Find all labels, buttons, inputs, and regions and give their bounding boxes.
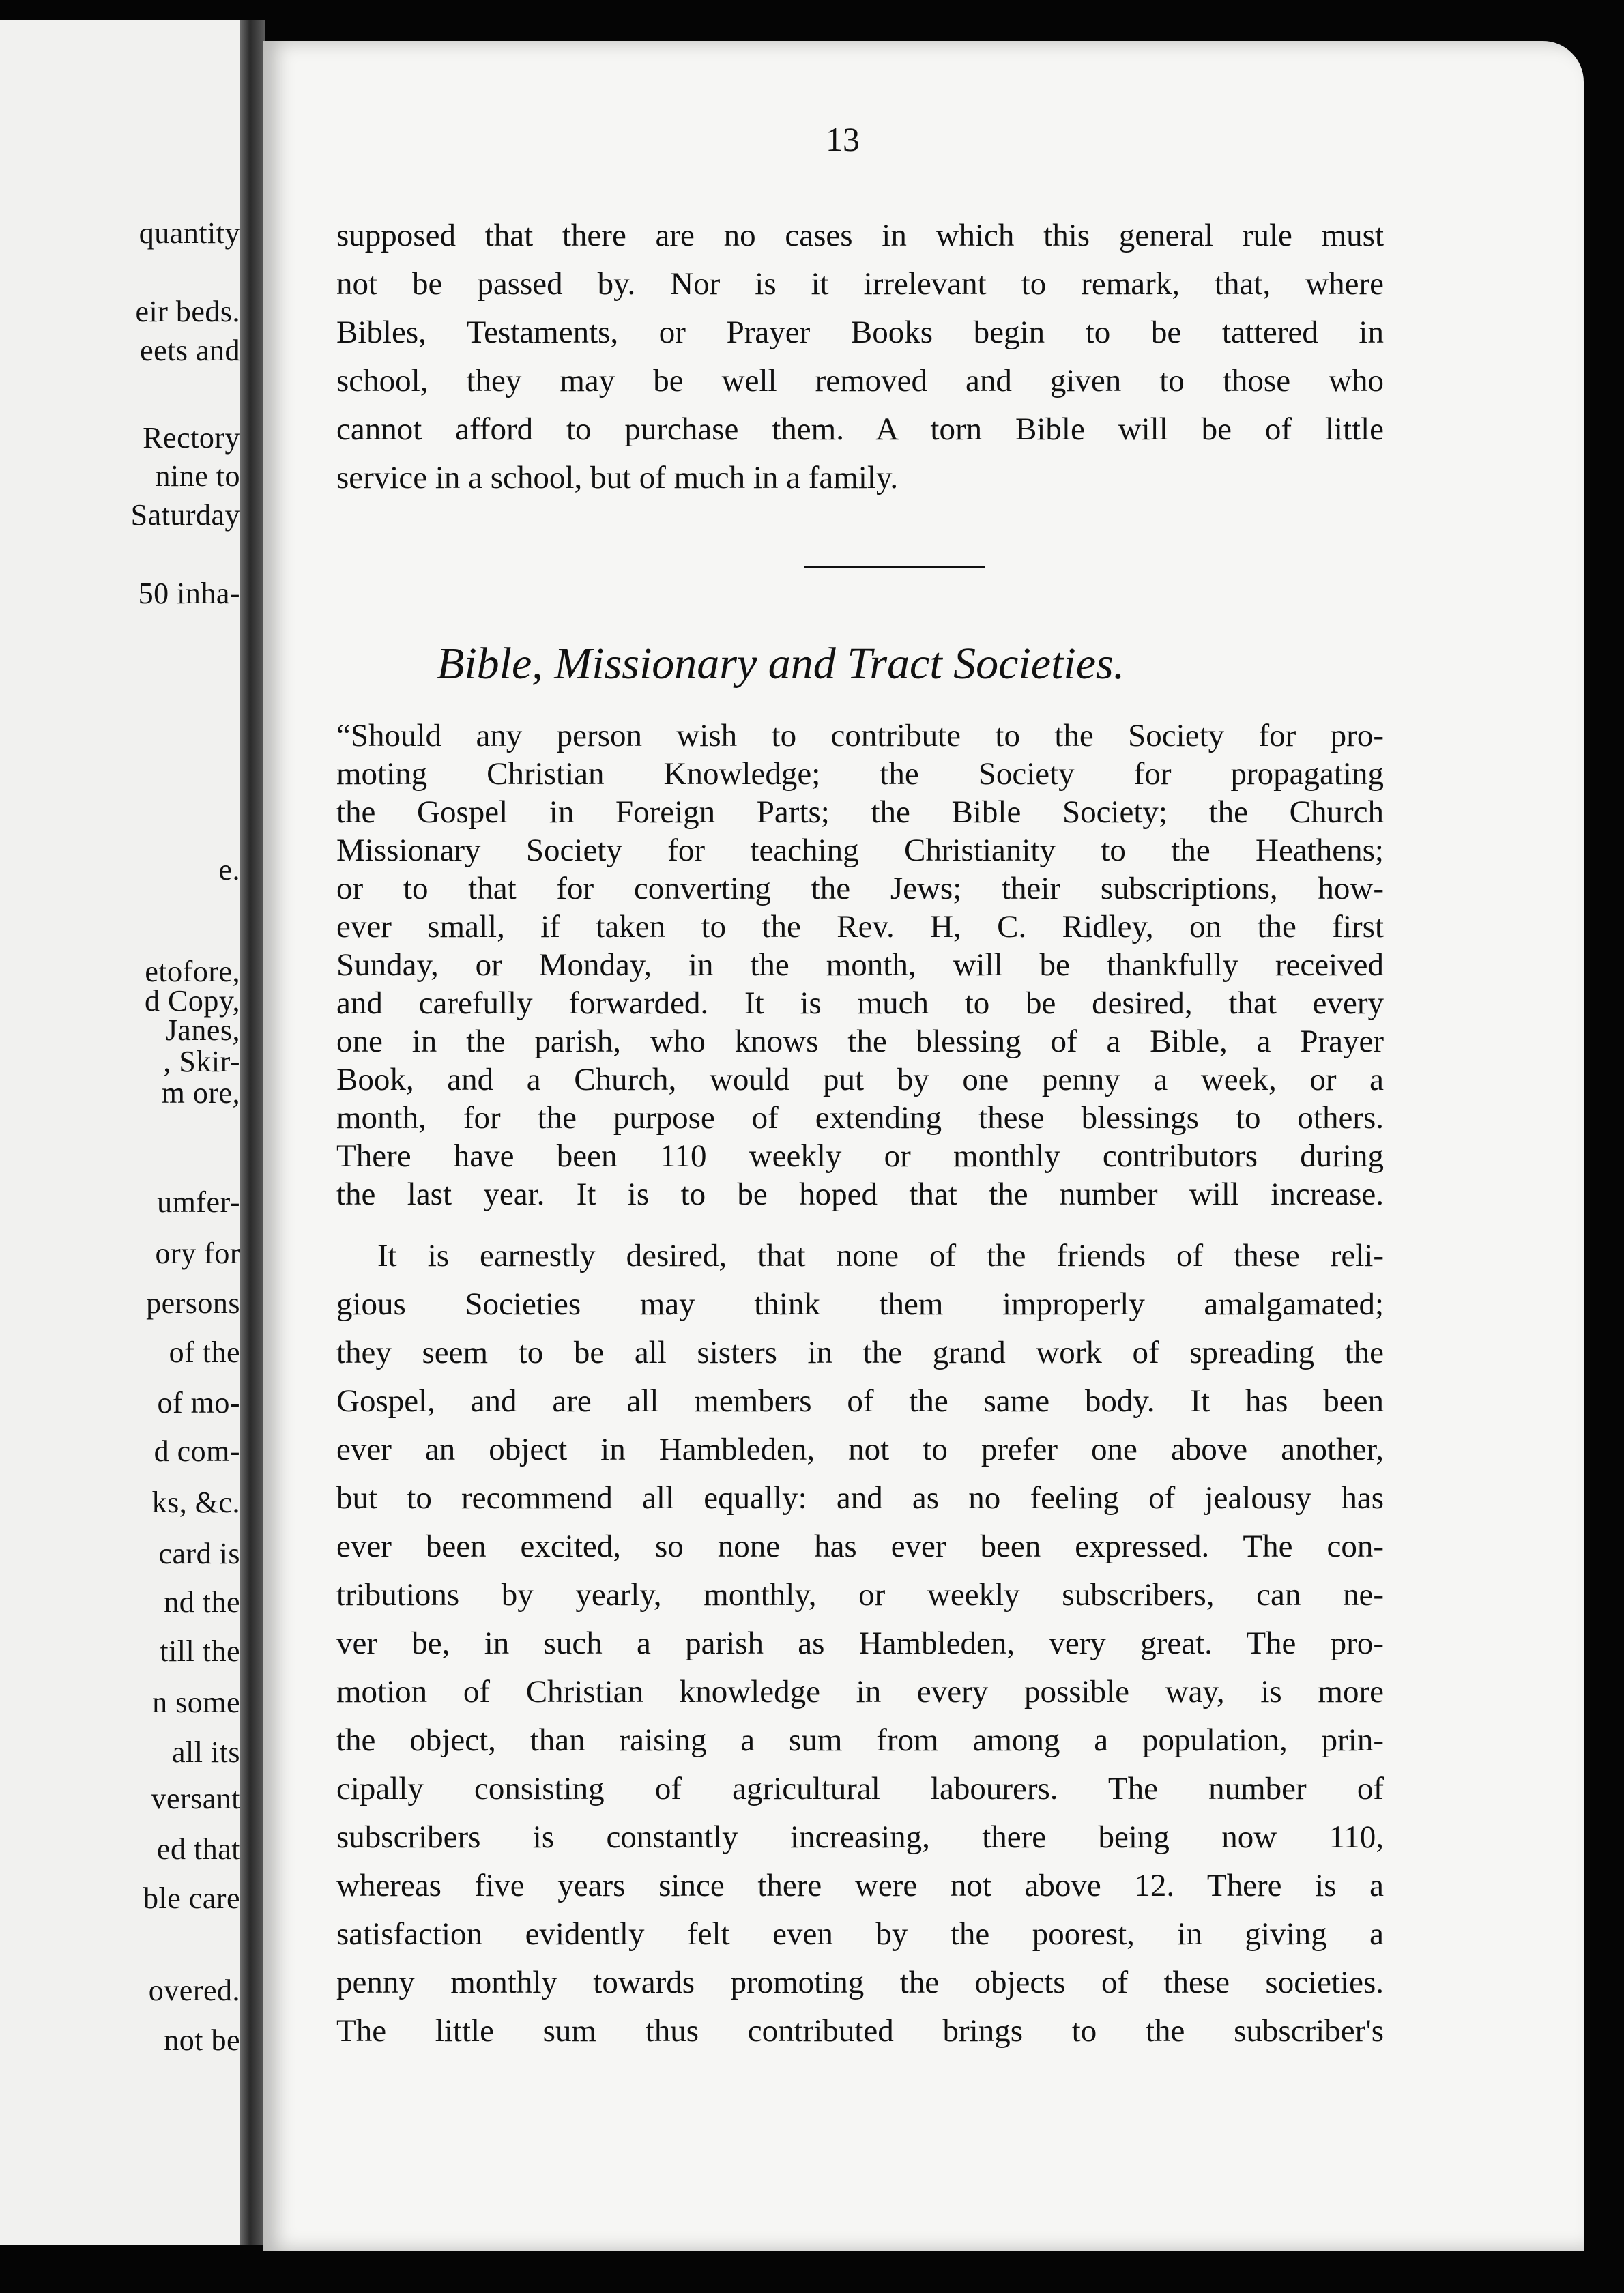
text-line: Book, and a Church, would put by one penny a week, or a [336, 1062, 1384, 1097]
left-page-line: quantity [139, 216, 240, 250]
text-line: ever small, if taken to the Rev. H, C. Ridley, on the first [336, 909, 1384, 944]
text-line: cannot afford to purchase them. A torn Bible will be of little [336, 412, 1384, 447]
left-page-line: overed. [148, 1974, 240, 2007]
left-page-line: ed that [156, 1832, 240, 1866]
text-line: month, for the purpose of extending these blessings to others. [336, 1100, 1384, 1136]
text-line: not be passed by. Nor is it irrelevant to remark, that, where [336, 266, 1384, 302]
left-page-line: of mo- [157, 1386, 240, 1419]
page-number: 13 [826, 120, 860, 158]
text-line: “Should any person wish to contribute to the Society for pro- [336, 718, 1384, 753]
text-line: or to that for converting the Jews; their subscriptions, how- [336, 871, 1384, 906]
book-gutter [240, 20, 265, 2245]
text-line: supposed that there are no cases in which this general rule must [336, 218, 1384, 253]
left-page [0, 20, 240, 2245]
left-page-line: persons [146, 1286, 240, 1320]
left-page-line: umfer- [157, 1185, 240, 1219]
left-page-line: ks, &c. [151, 1486, 240, 1519]
text-line: school, they may be well removed and given to those who [336, 363, 1384, 399]
left-page-line: nd the [164, 1585, 240, 1619]
left-page-line: eets and [140, 334, 240, 367]
text-line: the last year. It is to be hoped that the number will increase. [336, 1177, 1384, 1212]
text-line: ver be, in such a parish as Hambleden, very great. The pro- [336, 1626, 1384, 1661]
text-line: ever been excited, so none has ever been expressed. The con- [336, 1529, 1384, 1564]
left-page-line: ory for [155, 1237, 240, 1270]
text-line: the object, than raising a sum from among a population, prin- [336, 1722, 1384, 1758]
left-page-line: eir beds. [135, 295, 240, 328]
text-line: cipally consisting of agricultural labourers. The number of [336, 1771, 1384, 1806]
left-page-line: not be [164, 2023, 240, 2057]
text-line: Sunday, or Monday, in the month, will be thankfully received [336, 947, 1384, 983]
text-line: subscribers is constantly increasing, there being now 110, [336, 1819, 1384, 1855]
left-page-text [0, 20, 240, 2245]
text-line: service in a school, but of much in a family. [336, 460, 899, 495]
text-line: It is earnestly desired, that none of the friends of these reli- [377, 1238, 1384, 1273]
left-page-line: , Skir- [163, 1045, 240, 1078]
paragraph-1 [336, 212, 1384, 502]
left-page-line: d com- [154, 1434, 240, 1468]
left-page-line: m ore, [161, 1076, 240, 1110]
text-line: and carefully forwarded. It is much to be desired, that every [336, 985, 1384, 1021]
left-page-line: till the [160, 1634, 240, 1668]
text-line: one in the parish, who knows the blessing of a Bible, a Prayer [336, 1024, 1384, 1059]
left-page-line: e. [218, 853, 240, 886]
text-line: moting Christian Knowledge; the Society for propagating [336, 756, 1384, 792]
left-page-line: card is [158, 1537, 240, 1570]
paragraph-2 [336, 717, 1384, 1213]
left-page-line: etofore, [145, 955, 240, 988]
paragraph-3 [336, 1232, 1384, 2056]
text-line: they seem to be all sisters in the grand work of spreading the [336, 1335, 1384, 1370]
left-page-line: versant [151, 1782, 240, 1815]
text-line: but to recommend all equally: and as no feeling of jealousy has [336, 1480, 1384, 1516]
text-line: penny monthly towards promoting the objects of these societies. [336, 1965, 1384, 2000]
text-line: gious Societies may think them improperly amalgamated; [336, 1286, 1384, 1322]
section-rule [804, 566, 985, 568]
text-line: Gospel, and are all members of the same body. It has been [336, 1383, 1384, 1419]
text-line: satisfaction evidently felt even by the poorest, in giving a [336, 1916, 1384, 1952]
left-page-line: Rectory [143, 421, 240, 455]
text-line: There have been 110 weekly or monthly contributors during [336, 1138, 1384, 1174]
section-heading: Bible, Missionary and Tract Societies. [437, 639, 1125, 689]
left-page-line: Saturday [130, 498, 240, 532]
text-line: ever an object in Hambleden, not to prefer one above another, [336, 1432, 1384, 1467]
left-page-line: 50 inha- [138, 577, 240, 610]
left-page-line: all its [171, 1735, 240, 1769]
left-page-line: d Copy, [145, 984, 240, 1018]
text-line: the Gospel in Foreign Parts; the Bible Society; the Church [336, 794, 1384, 830]
text-line: Bibles, Testaments, or Prayer Books begin to be tattered in [336, 315, 1384, 350]
left-page-line: Janes, [165, 1013, 240, 1047]
left-page-line: nine to [155, 459, 240, 493]
text-line: motion of Christian knowledge in every possible way, is more [336, 1674, 1384, 1710]
text-line: The little sum thus contributed brings to the subscriber's [336, 2013, 1384, 2049]
text-line: whereas five years since there were not above 12. There is a [336, 1868, 1384, 1903]
left-page-line: n some [152, 1686, 240, 1719]
text-line: Missionary Society for teaching Christianity to the Heathens; [336, 833, 1384, 868]
left-page-line: of the [169, 1336, 240, 1369]
text-line: tributions by yearly, monthly, or weekly subscribers, can ne- [336, 1577, 1384, 1613]
left-page-line: ble care [143, 1881, 240, 1915]
